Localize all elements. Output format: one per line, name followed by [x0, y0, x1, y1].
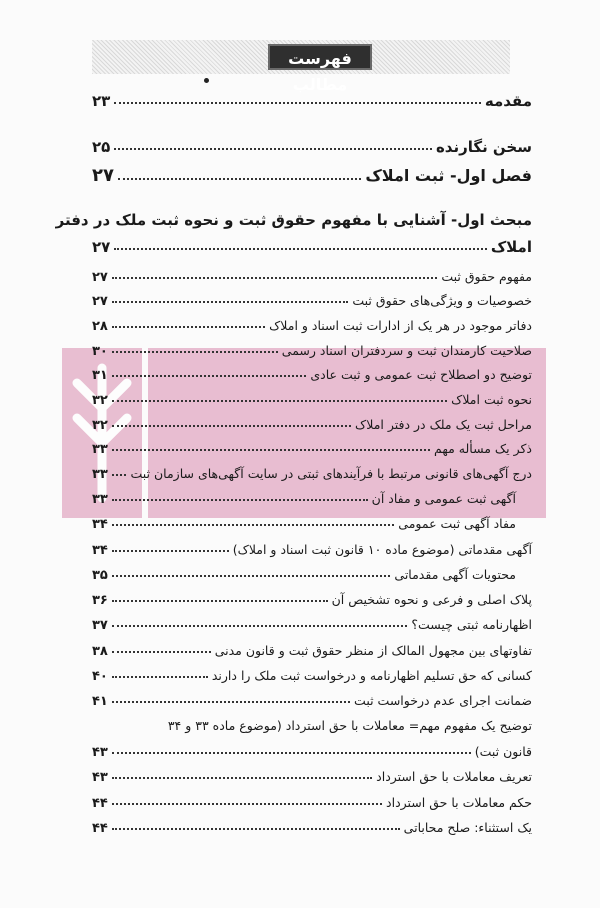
page-number: ۳۴ — [92, 543, 108, 558]
page-number: ۴۳ — [92, 770, 108, 785]
toc-entry[interactable]: ذکر یک مسأله مهم ۳۳ — [92, 441, 532, 457]
toc-entry[interactable]: ضمانت اجرای عدم درخواست ثبت ۴۱ — [92, 693, 532, 709]
toc-entry[interactable]: پلاک اصلی و فرعی و نحوه تشخیص آن ۳۶ — [92, 592, 532, 608]
dot-leader — [112, 675, 208, 678]
page-number: ۲۷ — [92, 165, 114, 186]
dot-leader — [114, 101, 481, 104]
dot-leader — [112, 549, 229, 552]
page-number: ۴۱ — [92, 694, 108, 709]
dot-leader — [112, 300, 349, 303]
page-number: ۳۴ — [92, 517, 108, 532]
page-title: فهرست مطالب — [268, 44, 372, 70]
dot-leader — [114, 147, 432, 150]
toc-entry-fasl1[interactable]: فصل اول- ثبت املاک ۲۷ — [92, 165, 532, 186]
page-number: ۴۳ — [92, 745, 108, 760]
page-number: ۳۶ — [92, 593, 108, 608]
page-number: ۴۰ — [92, 669, 108, 684]
toc-entry[interactable]: توضیح دو اصطلاح ثبت عمومی و ثبت عادی ۳۱ — [92, 367, 532, 383]
page-number: ۲۳ — [92, 92, 111, 110]
dot-leader — [112, 751, 471, 754]
dot-leader — [112, 827, 400, 830]
dot-leader — [112, 473, 127, 476]
toc-entry[interactable]: مفاد آگهی ثبت عمومی ۳۴ — [92, 516, 516, 532]
toc-entry[interactable]: مفهوم حقوق ثبت ۲۷ — [92, 269, 532, 285]
toc-entry[interactable]: صلاحیت کارمندان ثبت و سردفتران اسناد رسمی ۳۰ — [92, 343, 532, 359]
dot-leader — [112, 276, 437, 279]
toc-entry[interactable]: آگهی ثبت عمومی و مفاد آن ۳۳ — [92, 491, 516, 507]
dot-leader — [112, 350, 278, 353]
dot-leader — [112, 802, 382, 805]
page-number: ۲۸ — [92, 319, 108, 334]
page-number: ۳۵ — [92, 568, 108, 583]
dot-leader — [114, 247, 487, 250]
toc-entry[interactable]: محتویات آگهی مقدماتی ۳۵ — [92, 567, 516, 583]
toc-entry[interactable]: مراحل ثبت یک ملک در دفتر املاک ۳۲ — [92, 417, 532, 433]
page-number: ۲۵ — [92, 138, 111, 156]
page-number: ۳۲ — [92, 418, 108, 433]
page-number: ۲۷ — [92, 238, 111, 256]
page-number: ۳۳ — [92, 442, 108, 457]
dot-leader — [112, 374, 306, 377]
page-number: ۳۳ — [92, 467, 108, 482]
toc-entry[interactable]: توضیح یک مفهوم مهم= معاملات با حق استرداد (موضوع ماده ۳۳ و ۳۴ — [167, 718, 532, 733]
page-number: ۳۲ — [92, 393, 108, 408]
dot-leader — [112, 574, 391, 577]
dot-leader — [112, 424, 351, 427]
toc-entry[interactable]: یک استثناء: صلح محاباتی ۴۴ — [92, 820, 532, 836]
dot-leader — [112, 599, 328, 602]
toc-entry-sokhan[interactable]: سخن نگارنده ۲۵ — [92, 138, 532, 156]
dot-leader — [112, 700, 350, 703]
dot-leader — [112, 776, 372, 779]
toc-entry[interactable]: کسانی که حق تسلیم اظهارنامه و درخواست ثبت ملک را دارند ۴۰ — [92, 668, 532, 684]
dot-leader — [112, 498, 368, 501]
toc-entry-mabhas1[interactable]: املاک ۲۷ — [92, 238, 532, 256]
toc-entry[interactable]: تفاوتهای بین مجهول المالک از منظر حقوق ثبت و قانون مدنی ۳۸ — [92, 643, 532, 659]
toc-entry[interactable]: آگهی مقدماتی (موضوع ماده ۱۰ قانون ثبت اسناد و املاک) ۳۴ — [92, 542, 532, 558]
page-number: ۳۷ — [92, 618, 108, 633]
toc-entry[interactable]: درج آگهی‌های قانونی مرتبط با فرآیندهای ثبتی در سایت آگهی‌های سازمان ثبت ۳۳ — [92, 466, 532, 482]
page-number: ۳۰ — [92, 344, 108, 359]
toc-entry[interactable]: قانون ثبت) ۴۳ — [92, 744, 532, 760]
toc-entry[interactable]: دفاتر موجود در هر یک از ادارات ثبت اسناد و املاک ۲۸ — [92, 318, 532, 334]
toc-entry[interactable]: خصوصیات و ویژگی‌های حقوق ثبت ۲۷ — [92, 293, 532, 309]
page-number: ۲۷ — [92, 294, 108, 309]
dot-leader — [112, 523, 394, 526]
dot-leader — [118, 177, 361, 180]
page-number: ۳۳ — [92, 492, 108, 507]
page-number: ۳۸ — [92, 644, 108, 659]
page-number: ۲۷ — [92, 270, 108, 285]
toc-entry[interactable]: حکم معاملات با حق استرداد ۴۴ — [92, 795, 532, 811]
toc-entry-mabhas1-line1[interactable]: مبحث اول- آشنایی با مفهوم حقوق ثبت و نحوه ثبت ملک در دفتر — [55, 211, 532, 229]
dot-leader — [112, 399, 447, 402]
page-number: ۴۴ — [92, 821, 108, 836]
dot-leader — [112, 448, 430, 451]
toc-entry[interactable]: اظهارنامه ثبتی چیست؟ ۳۷ — [92, 617, 532, 633]
toc-entry-muqaddima[interactable]: مقدمه ۲۳ — [92, 92, 532, 110]
page-number: ۳۱ — [92, 368, 108, 383]
toc-entry[interactable]: تعریف معاملات با حق استرداد ۴۳ — [92, 769, 532, 785]
dot-leader — [112, 624, 407, 627]
dot-leader — [112, 325, 265, 328]
toc-entry[interactable]: نحوه ثبت املاک ۳۲ — [92, 392, 532, 408]
dot-leader — [112, 650, 211, 653]
page-number: ۴۴ — [92, 796, 108, 811]
